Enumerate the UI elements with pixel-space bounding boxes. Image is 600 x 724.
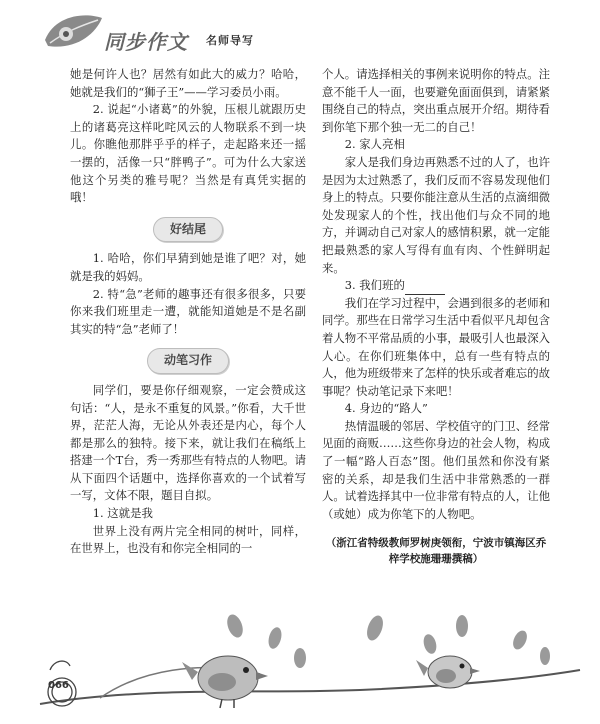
section-badge-practice: 动笔习作 [147, 348, 229, 374]
topic-heading: 1. 这就是我 [92, 506, 153, 521]
paragraph: 2. 说起“小诸葛”的外貌，压根儿就跟历史上的诸葛亮这样叱咤风云的人物联系不到一块儿。你瞧他那胖乎乎的样子，走起路来还一摇一摆的，活像一只“胖鸭子”。可为什么大家送他这个另类的雅号呢？当然是有真凭实据的哦！ [70, 102, 306, 205]
paragraph: 家人是我们身边再熟悉不过的人了，也许是因为太过熟悉了，我们反而不容易发现他们身上的特点。只要你能注意从生活的点滴细微处发现家人的个性，找出他们与众不同的地方，并调动自己对家人的感情积累，就一定能把最熟悉的家人写得有血有肉、个性鲜明起来。 [322, 154, 550, 275]
paragraph: 同学们，要是你仔细观察，一定会赞成这句话：“人，是永不重复的风景。”你看，大千世界，茫茫人海，无论从外表还是内心，每个人都是那么的独特。接下来，就让我们在稿纸上搭建一个T台，秀一秀那些有特点的人物吧。请从下面四个话题中，选择你喜欢的一个试着写一写，文体不限，题目自拟。 [70, 382, 306, 503]
birds-decoration-illustration [0, 600, 600, 724]
paragraph: 热情温暖的邻居、学校值守的门卫、经常见面的商贩……这些你身边的社会人物，构成了一幅“路人百态”图。他们虽然和你没有紧密的关系，却是我们生活中非常熟悉的一群人。试着选择其中一位非常有特点的人，让他（或她）成为你笔下的人物吧。 [322, 418, 550, 521]
paragraph: 世界上没有两片完全相同的树叶，同样，在世界上，也没有和你完全相同的一 [70, 523, 306, 556]
topic-heading: 4. 身边的“路人” [344, 401, 428, 416]
paragraph: 2. 特“急”老师的趣事还有很多很多，只要你来我们班里走一遭，就能知道她是不是名副其实的特“急”老师了！ [70, 286, 306, 336]
left-column [70, 66, 306, 558]
topic-heading: 2. 家人亮相 [344, 137, 405, 152]
paragraph: 她是何许人也？居然有如此大的威力？哈哈，她就是我们的“狮子王”——学习委员小雨。 [70, 67, 306, 99]
brand-title: 同步作文 [104, 30, 188, 54]
section-badge-ending: 好结尾 [153, 217, 223, 243]
topic-heading-text: 3. 我们班的 [344, 278, 405, 293]
paragraph: 我们在学习过程中，会遇到很多的老师和同学。那些在日常学习生活中看似平凡却包含着人物不平常品质的小事，最吸引人也最深入人心。在你们班集体中，总有一些有特点的人，他为班级带来了怎样的快乐或者难忘的故事呢？快动笔记录下来吧！ [322, 295, 550, 398]
paragraph: 个人。请选择相关的事例来说明你的特点。注意不能千人一面，也要避免面面俱到，请紧紧围绕自己的特点，突出重点展开介绍。期待看到你笔下那个独一无二的自己！ [322, 67, 550, 134]
fill-blank-line [405, 282, 445, 295]
leaf-logo-icon [40, 10, 110, 60]
brand-subtitle: 名师导写 [206, 34, 254, 47]
author-credit: （浙江省特级教师罗树庚领衔，宁波市镇海区乔梓学校施珊珊撰稿） [325, 537, 547, 566]
page-header [40, 10, 340, 60]
page-number: 066 [48, 680, 69, 691]
paragraph: 1. 哈哈，你们早猜到她是谁了吧？对，她就是我的妈妈。 [70, 251, 306, 283]
topic-heading [322, 277, 550, 295]
right-column [322, 66, 550, 567]
